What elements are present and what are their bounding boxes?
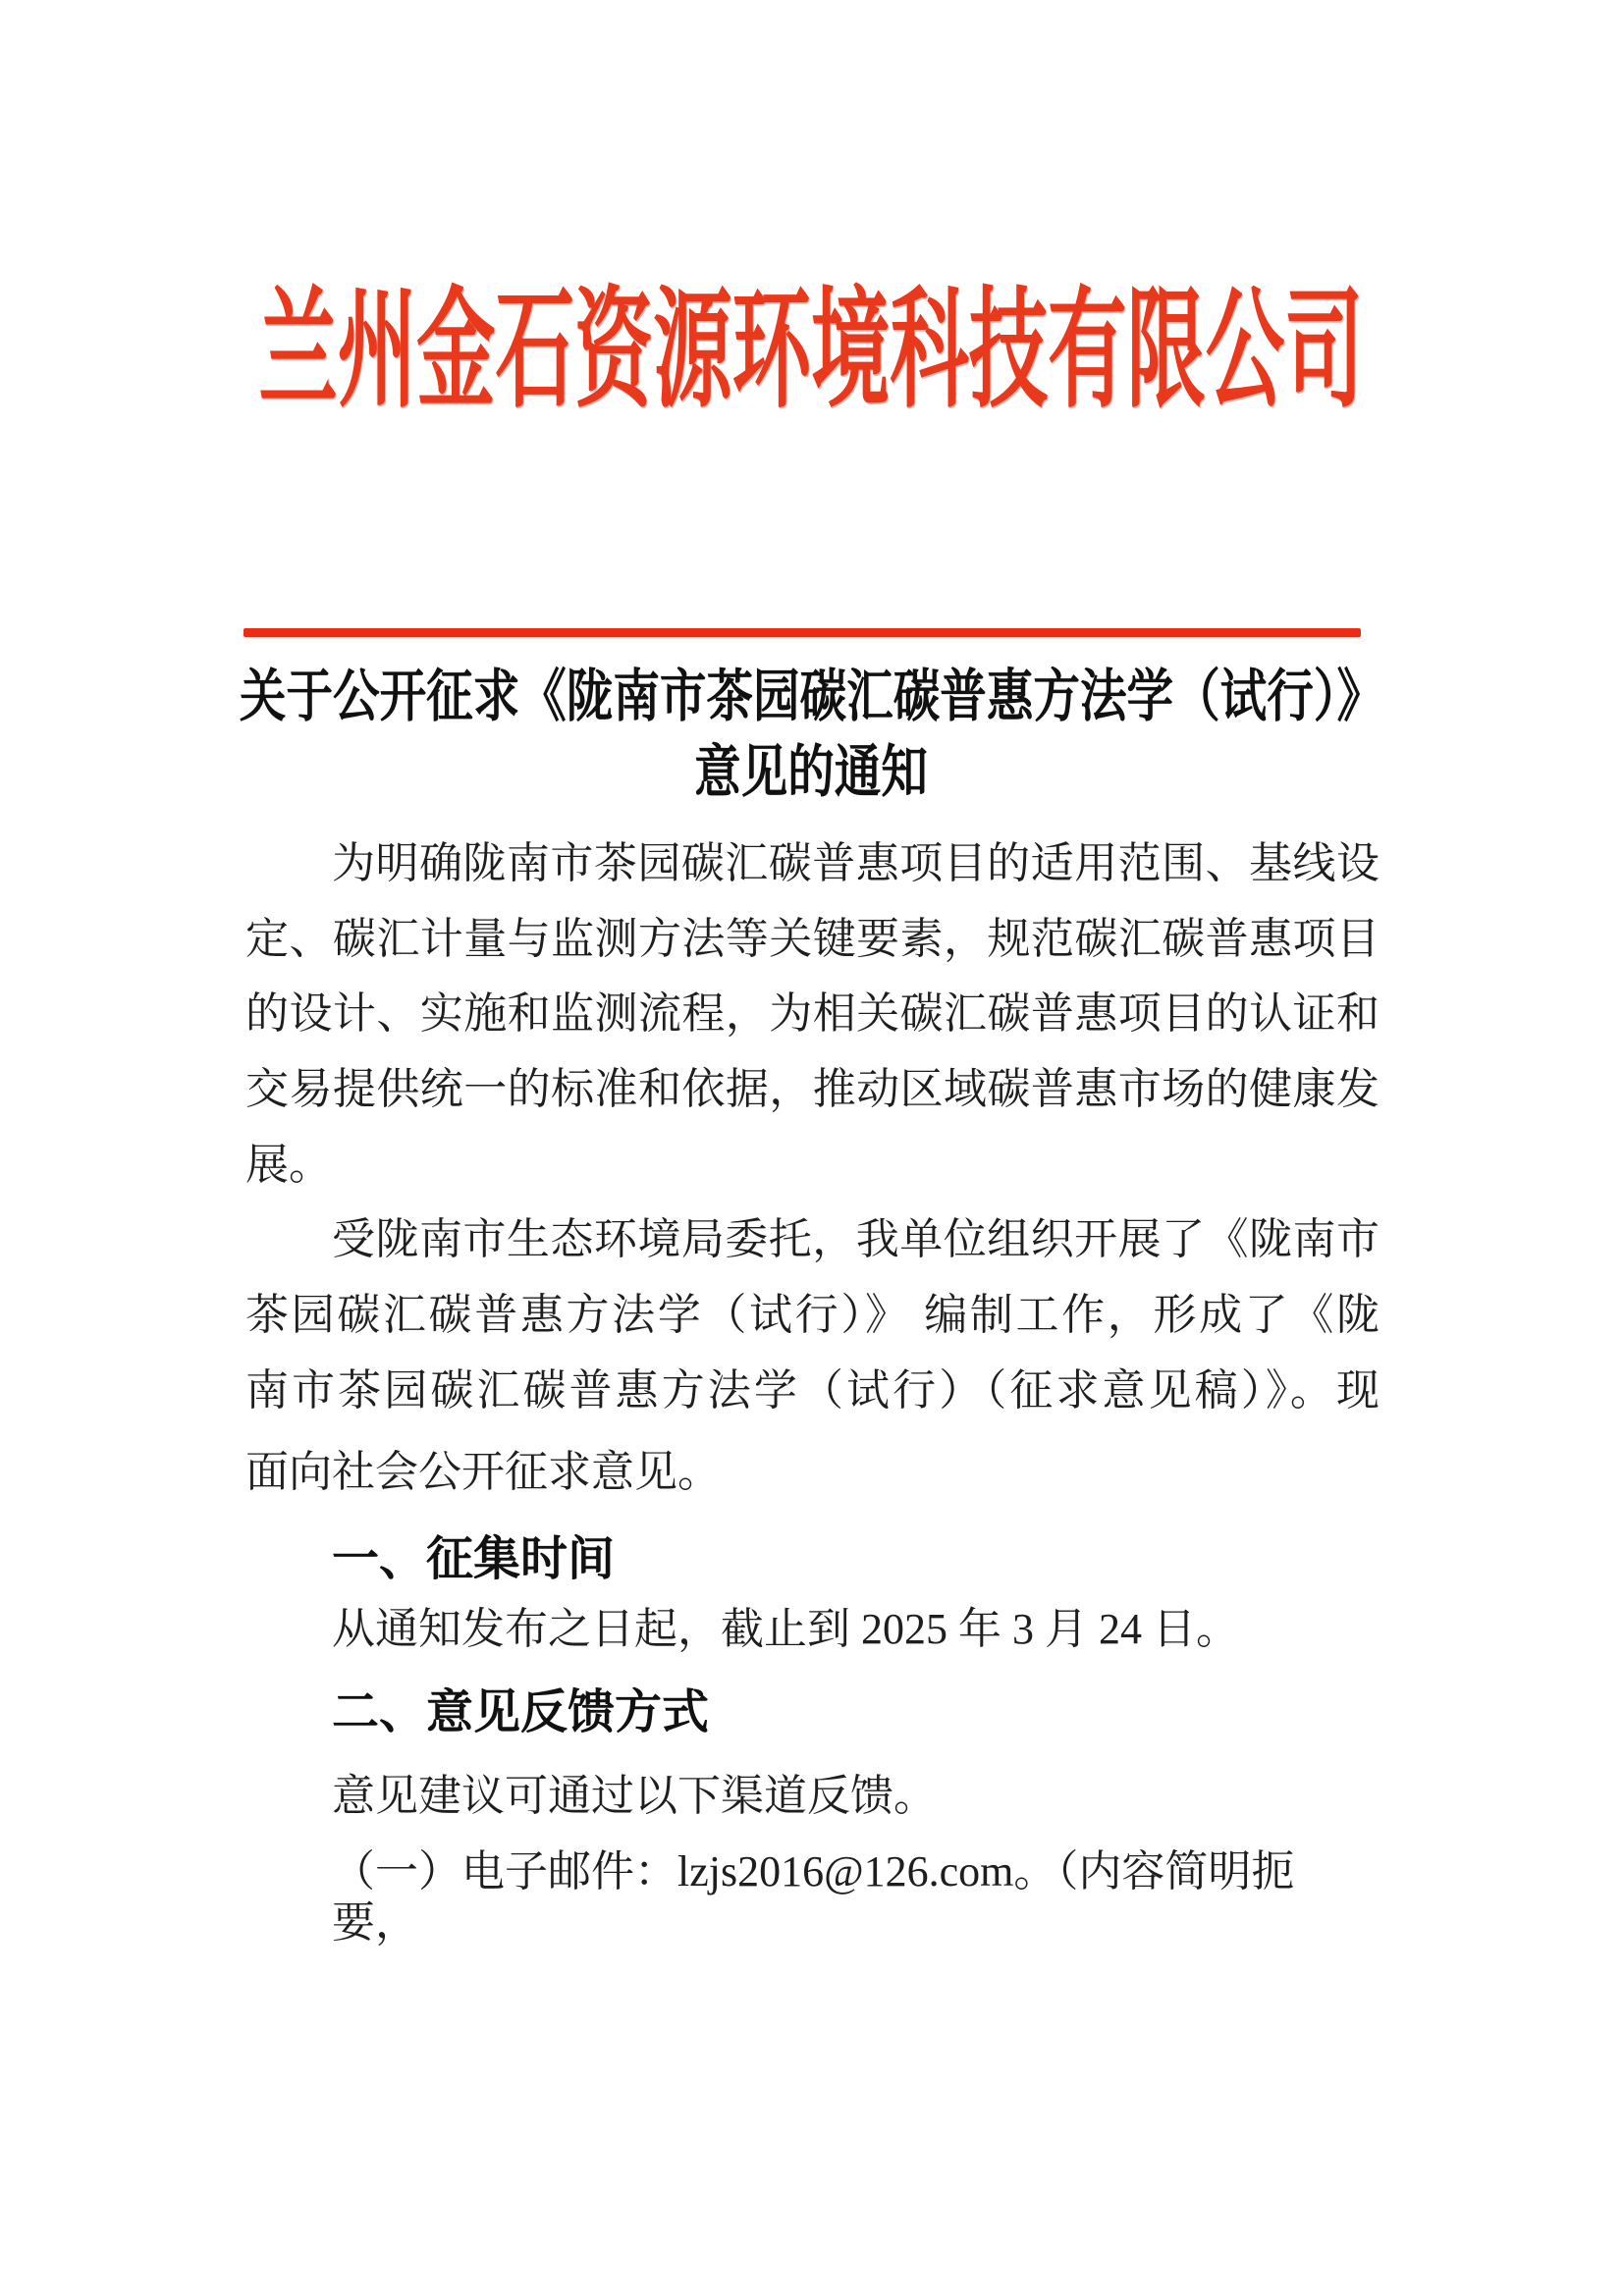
body-line: 为明确陇南市茶园碳汇碳普惠项目的适用范围、基线设 bbox=[332, 839, 1380, 887]
body-line: 茶园碳汇碳普惠方法学（试行）》 编制工作，形成了《陇 bbox=[245, 1291, 1380, 1339]
body-line: 受陇南市生态环境局委托，我单位组织开展了《陇南市 bbox=[332, 1215, 1380, 1263]
body-line: 面向社会公开征求意见。 bbox=[245, 1448, 721, 1496]
notice-title-line-1 bbox=[0, 667, 1623, 727]
company-name-text: 兰州金石资源环境科技有限公司 bbox=[258, 278, 1365, 424]
letterhead-divider-rule bbox=[243, 628, 1361, 637]
company-letterhead bbox=[0, 278, 1623, 424]
body-line: （一）电子邮件：lzjs2016@126.com。（内容简明扼要， bbox=[332, 1847, 1295, 1947]
section-heading: 二、意见反馈方式 bbox=[332, 1686, 710, 1738]
body-line: 的设计、实施和监测流程，为相关碳汇碳普惠项目的认证和 bbox=[245, 989, 1380, 1038]
body-line: 展。 bbox=[245, 1141, 332, 1189]
body-line: 交易提供统一的标准和依据，推动区域碳普惠市场的健康发 bbox=[245, 1065, 1380, 1113]
notice-title-line-1-text: 关于公开征求《陇南市茶园碳汇碳普惠方法学（试行）》 bbox=[239, 665, 1384, 728]
body-line: 从通知发布之日起，截止到 2025 年 3 月 24 日。 bbox=[332, 1605, 1239, 1653]
section-heading: 一、征集时间 bbox=[332, 1533, 616, 1585]
body-line: 意见建议可通过以下渠道反馈。 bbox=[332, 1772, 937, 1820]
body-line: 定、碳汇计量与监测方法等关键要素，规范碳汇碳普惠项目 bbox=[245, 915, 1380, 963]
notice-title-line-2-text: 意见的通知 bbox=[694, 740, 929, 804]
notice-title-line-2 bbox=[0, 740, 1623, 804]
body-line: 南市茶园碳汇碳普惠方法学（试行）（征求意见稿）》。现 bbox=[245, 1366, 1380, 1415]
